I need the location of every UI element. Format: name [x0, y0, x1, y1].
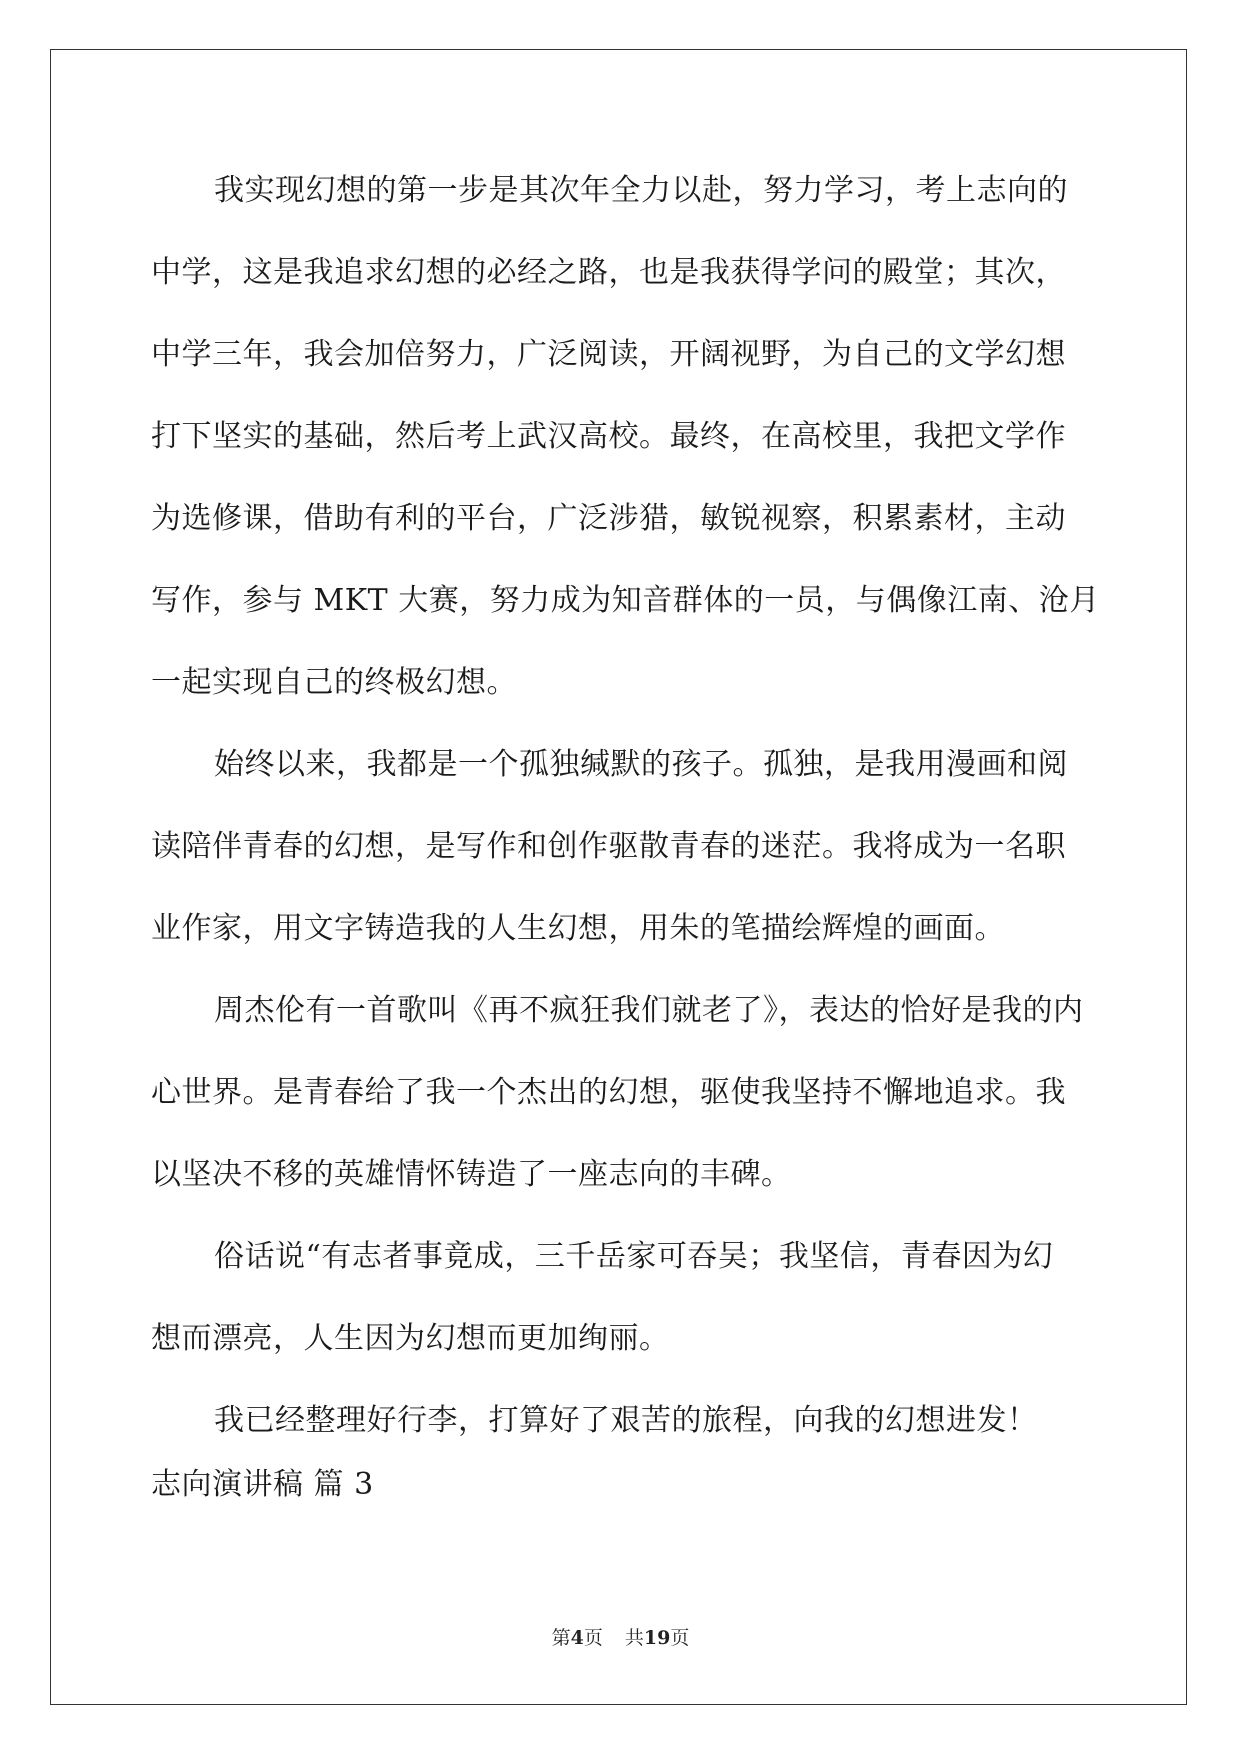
total-pages: 19: [643, 1627, 671, 1649]
page-suffix: 页: [583, 1627, 603, 1649]
paragraph-line: 周杰伦有一首歌叫《再不疯狂我们就老了》，表达的恰好是我的内: [214, 993, 1084, 1028]
page-prefix: 第: [551, 1627, 571, 1649]
paragraph-line: 一起实现自己的终极幻想。: [151, 665, 517, 700]
paragraph-line: 为选修课，借助有利的平台，广泛涉猎，敏锐视察，积累素材，主动: [151, 501, 1066, 536]
total-suffix: 页: [670, 1627, 690, 1649]
paragraph-line: 以坚决不移的英雄情怀铸造了一座志向的丰碑。: [151, 1157, 792, 1192]
paragraph-line: 写作，参与 MKT 大赛，努力成为知音群体的一员，与偶像江南、沧月: [151, 583, 1100, 618]
paragraph-line: 我实现幻想的第一步是其次年全力以赴，努力学习，考上志向的: [214, 173, 1068, 208]
paragraph-line: 俗话说“有志者事竟成，三千岳家可吞吴；我坚信，青春因为幻: [214, 1239, 1054, 1274]
paragraph-line: 想而漂亮，人生因为幻想而更加绚丽。: [151, 1321, 670, 1356]
page-footer: [0, 1623, 1241, 1650]
paragraph-line: 中学三年，我会加倍努力，广泛阅读，开阔视野，为自己的文学幻想: [151, 337, 1066, 372]
document-body: [151, 162, 1100, 1538]
paragraph-line: 心世界。是青春给了我一个杰出的幻想，驱使我坚持不懈地追求。我: [151, 1075, 1066, 1110]
paragraph-line: 始终以来，我都是一个孤独缄默的孩子。孤独，是我用漫画和阅: [214, 747, 1068, 782]
paragraph-line: 我已经整理好行李，打算好了艰苦的旅程，向我的幻想进发！: [214, 1403, 1038, 1438]
total-prefix: 共: [624, 1627, 644, 1649]
paragraph-line: 中学，这是我追求幻想的必经之路，也是我获得学问的殿堂；其次，: [151, 255, 1066, 290]
paragraph-line: 打下坚实的基础，然后考上武汉高校。最终，在高校里，我把文学作: [151, 419, 1066, 454]
page-number: 4: [570, 1627, 584, 1649]
section-heading: 志向演讲稿 篇 3: [151, 1467, 374, 1502]
paragraph-line: 读陪伴青春的幻想，是写作和创作驱散青春的迷茫。我将成为一名职: [151, 829, 1066, 864]
paragraph-line: 业作家，用文字铸造我的人生幻想，用朱的笔描绘辉煌的画面。: [151, 911, 1005, 946]
